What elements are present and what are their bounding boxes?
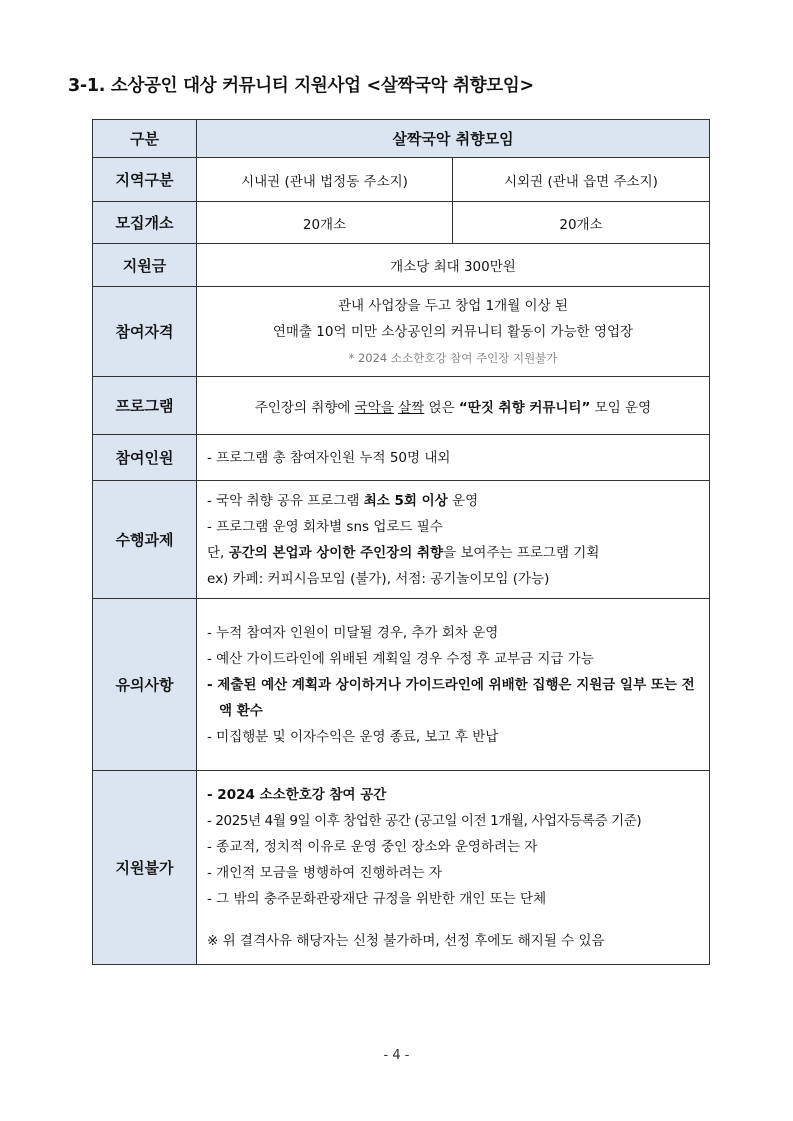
notes-line-1: - 누적 참여자 인원이 미달될 경우, 추가 회차 운영 — [207, 624, 499, 641]
tasks-line-1: - 국악 취향 공유 프로그램 최소 5회 이상 운영 — [207, 492, 479, 509]
table-row — [93, 377, 710, 435]
ineligible-line-1: - 2024 소소한호강 참여 공간 — [207, 786, 387, 803]
program-text-gugak: 국악을 — [354, 399, 394, 416]
recruit-city: 20개소 — [197, 202, 453, 244]
table-row — [93, 202, 710, 244]
eligibility-line-1: 관내 사업장을 두고 창업 1개월 이상 된 — [338, 297, 568, 314]
notes-line-2: - 예산 가이드라인에 위배된 계획일 경우 수정 후 교부금 지급 가능 — [207, 650, 594, 667]
notes-line-3: - 제출된 예산 계획과 상이하거나 가이드라인에 위배한 집행은 지원금 일부 또는 전액 환수 — [207, 676, 695, 719]
tasks-line-4: ex) 카페: 커피시음모임 (불가), 서점: 공기놀이모임 (가능) — [207, 570, 550, 587]
recruit-label: 모집개소 — [93, 202, 197, 244]
table-row — [93, 435, 710, 481]
header-label: 구분 — [93, 120, 197, 158]
eligibility-line-2: 연매출 10억 미만 소상공인의 커뮤니티 활동이 가능한 영업장 — [272, 323, 634, 340]
participants-text: - 프로그램 총 참여자인원 누적 50명 내외 — [207, 449, 451, 466]
tasks-line-2: - 프로그램 운영 회차별 sns 업로드 필수 — [207, 518, 443, 535]
ineligible-line-5: - 그 밖의 충주문화관광재단 규정을 위반한 개인 또는 단체 — [207, 890, 547, 907]
table-row — [93, 158, 710, 202]
eligibility-note: * 2024 소소한호강 참여 주인장 지원불가 — [348, 350, 558, 365]
program-text-community: “딴짓 취향 커뮤니티” — [458, 399, 591, 416]
program-text-7: 모임 운영 — [590, 399, 652, 416]
table-row — [93, 599, 710, 771]
participants-label: 참여인원 — [93, 435, 197, 481]
table-row — [93, 771, 710, 965]
page-number: - 4 - — [383, 1048, 410, 1063]
notes-label: 유의사항 — [93, 599, 197, 771]
table-row — [93, 481, 710, 599]
notes-content — [197, 599, 710, 771]
participants-content — [197, 435, 710, 481]
ineligible-content — [197, 771, 710, 965]
section-title: 3-1. 소상공인 대상 커뮤니티 지원사업 <살짝국악 취향모임> — [68, 76, 534, 96]
region-label: 지역구분 — [93, 158, 197, 202]
table-row — [93, 287, 710, 377]
table-row — [93, 244, 710, 287]
region-outer: 시외권 (관내 읍면 주소지) — [453, 158, 710, 202]
program-text-1: 주인장의 취향에 — [254, 399, 355, 416]
program-text-salijak: 살짝 — [398, 399, 425, 416]
eligibility-content — [197, 287, 710, 377]
table-row — [93, 120, 710, 158]
ineligible-line-4: - 개인적 모금을 병행하여 진행하려는 자 — [207, 864, 442, 881]
tasks-content — [197, 481, 710, 599]
fund-value: 개소당 최대 300만원 — [197, 244, 710, 287]
header-value: 살짝국악 취향모임 — [197, 120, 710, 158]
notes-line-4: - 미집행분 및 이자수익은 운영 종료, 보고 후 반납 — [207, 728, 499, 745]
ineligible-line-2: - 2025년 4월 9일 이후 창업한 공간 (공고일 이전 1개월, 사업자등록증 기준) — [207, 812, 642, 829]
program-label: 프로그램 — [93, 377, 197, 435]
program-text-5: 얹은 — [424, 399, 459, 416]
tasks-label: 수행과제 — [93, 481, 197, 599]
region-city: 시내권 (관내 법정동 주소지) — [197, 158, 453, 202]
program-content — [197, 377, 710, 435]
program-info-table — [92, 119, 710, 965]
ineligible-remark: ※ 위 결격사유 해당자는 신청 불가하며, 선정 후에도 해지될 수 있음 — [207, 932, 605, 949]
tasks-line-3: 단, 공간의 본업과 상이한 주인장의 취향을 보여주는 프로그램 기획 — [207, 544, 600, 561]
ineligible-line-3: - 종교적, 정치적 이유로 운영 중인 장소와 운영하려는 자 — [207, 838, 538, 855]
eligibility-label: 참여자격 — [93, 287, 197, 377]
recruit-outer: 20개소 — [453, 202, 710, 244]
fund-label: 지원금 — [93, 244, 197, 287]
ineligible-label: 지원불가 — [93, 771, 197, 965]
